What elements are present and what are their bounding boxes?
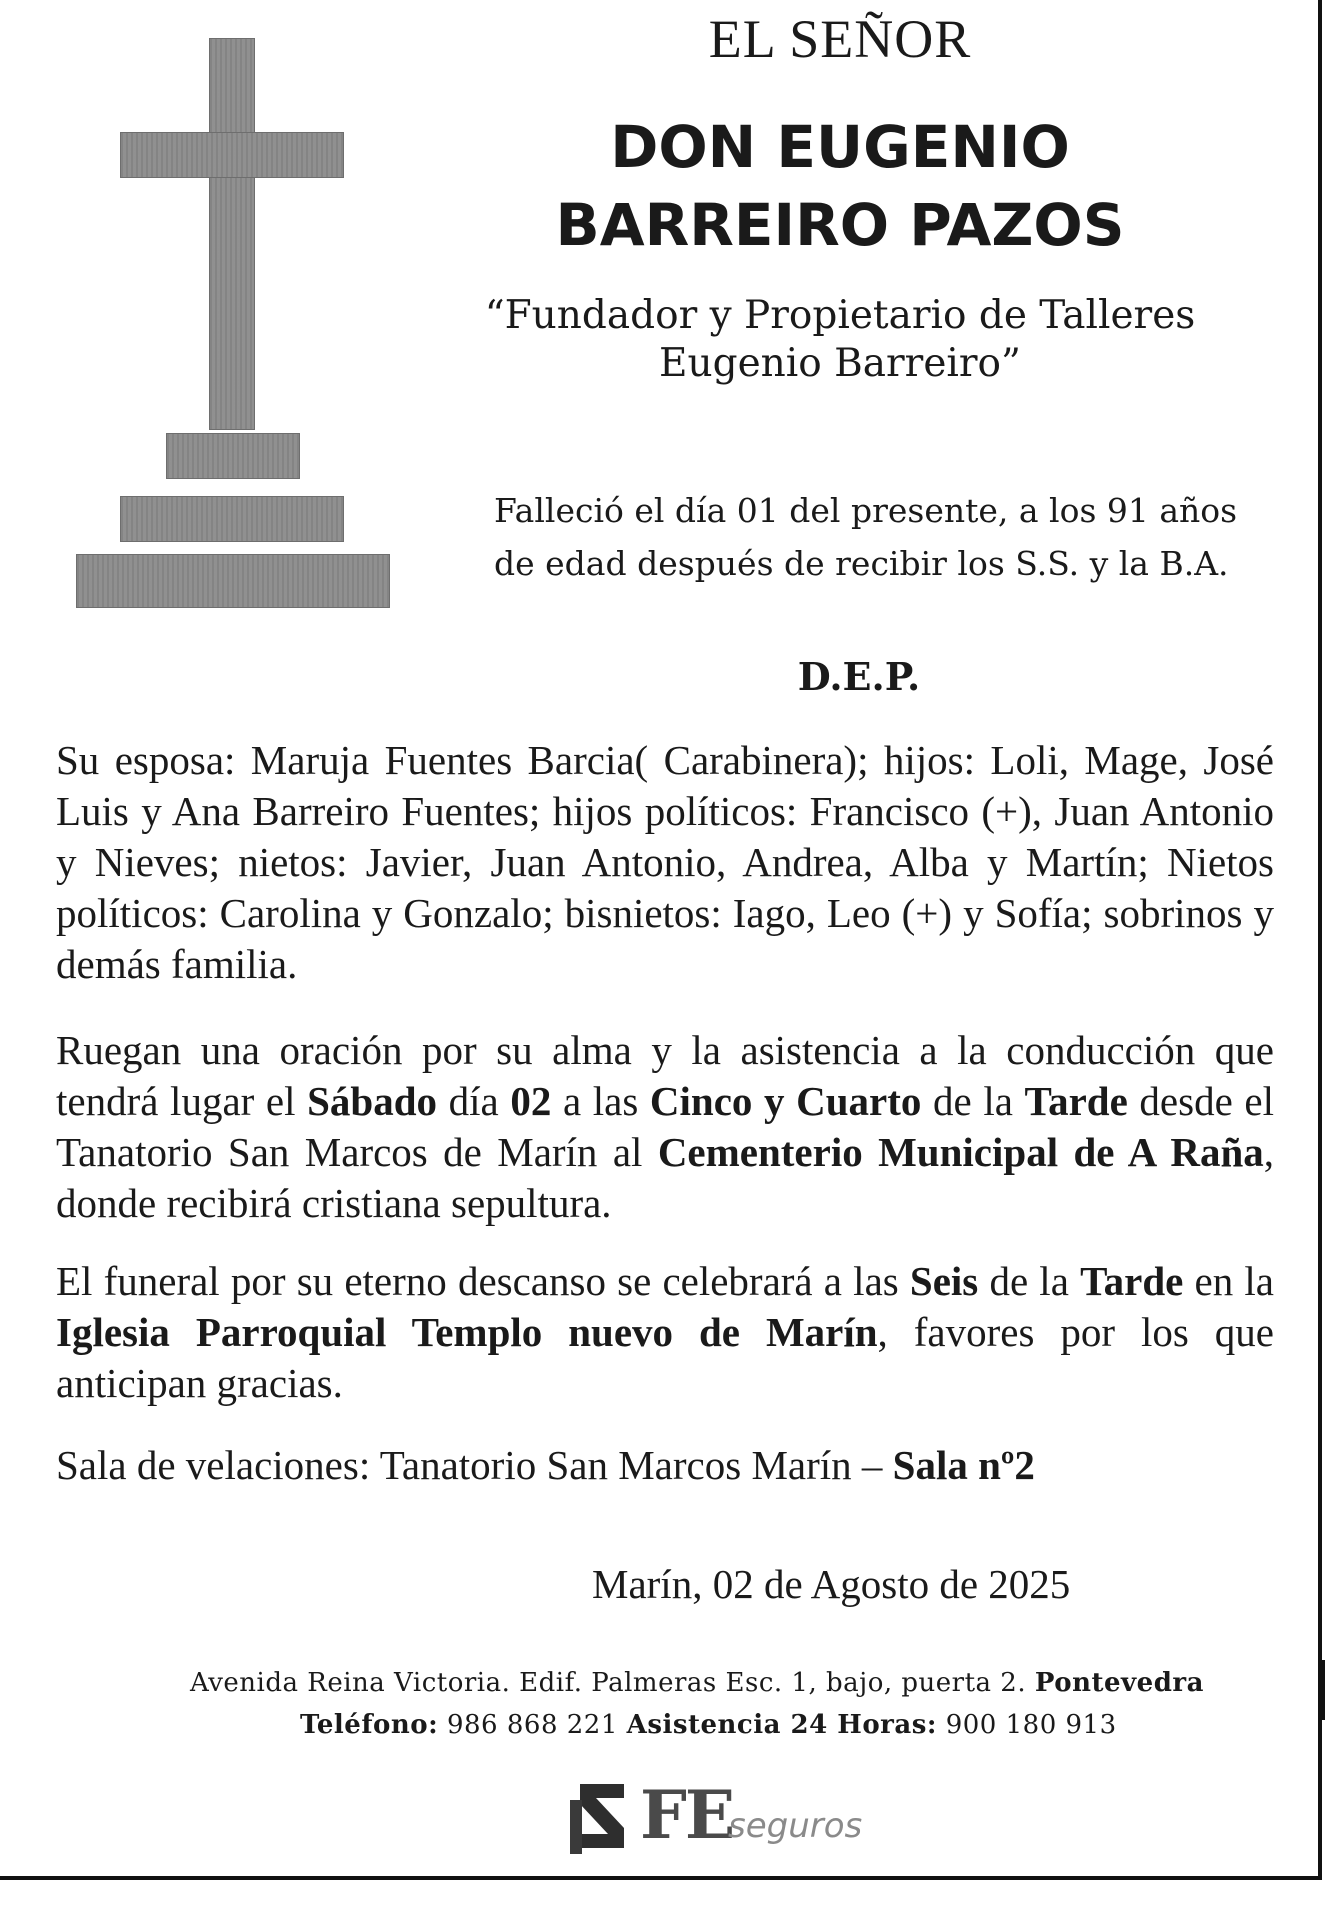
death-notice (494, 484, 1294, 590)
conduction-text-1: Ruegan una oración por su alma y la asistencia a la conducción que tendrá lugar el (56, 1027, 1274, 1124)
phone-label: Teléfono: (300, 1710, 439, 1740)
funeral-home-phones (300, 1710, 1200, 1740)
deceased-name-line2: BARREIRO PAZOS (555, 191, 1125, 259)
wake-paragraph (56, 1440, 1274, 1491)
funeral-time: Seis (909, 1258, 979, 1304)
deceased-title-line2: Eugenio Barreiro” (659, 341, 1021, 386)
conduction-period: Tarde (1024, 1078, 1128, 1124)
cross-horizontal-beam (120, 132, 344, 178)
address-city: Pontevedra (1034, 1668, 1204, 1698)
phone-number: 986 868 221 (438, 1710, 627, 1740)
funeral-text-4: , favores por los que anticipan gracias. (56, 1309, 1274, 1406)
conduction-text-4: de la (921, 1078, 1025, 1124)
funeral-church: Iglesia Parroquial Templo nuevo de Marín (56, 1309, 878, 1355)
deceased-title (380, 292, 1300, 388)
conduction-text-5: desde el Tanatorio San Marcos de Marín al (56, 1078, 1274, 1175)
funeral-period: Tarde (1080, 1258, 1184, 1304)
page-border-mark (1318, 1660, 1325, 1720)
funeral-text-1: El funeral por su eterno descanso se celebrará a las (56, 1258, 910, 1304)
logo-sub: seguros (728, 1806, 863, 1846)
death-notice-line1: Falleció el día 01 del presente, a los 91 años (494, 491, 1238, 530)
wake-room: Sala nº2 (892, 1442, 1035, 1488)
fe-logo-mark-icon (566, 1778, 626, 1854)
conduction-date: 02 (510, 1078, 552, 1124)
dep-heading: D.E.P. (797, 654, 921, 699)
cross-base-step-top (166, 433, 300, 479)
cross-vertical-beam (209, 38, 255, 430)
place-date: Marín, 02 de Agosto de 2025 (592, 1561, 1071, 1607)
deceased-title-line1: “Fundador y Propietario de Talleres (484, 293, 1196, 338)
assistance-label: Asistencia 24 Horas: (626, 1710, 937, 1740)
salutation: EL SEÑOR (708, 9, 972, 69)
funeral-paragraph (56, 1256, 1274, 1409)
assistance-number: 900 180 913 (936, 1710, 1117, 1740)
conduction-text-2: día (437, 1078, 511, 1124)
page-border-bottom (0, 1876, 1322, 1880)
address-text: Avenida Reina Victoria. Edif. Palmeras Esc. 1, bajo, puerta 2. (190, 1668, 1035, 1698)
conduction-time: Cinco y Cuarto (649, 1078, 922, 1124)
cross-base-step-middle (120, 496, 344, 542)
funeral-text-2: de la (978, 1258, 1081, 1304)
fe-seguros-logo (566, 1770, 906, 1860)
cross-icon (60, 30, 400, 610)
conduction-day: Sábado (307, 1078, 438, 1124)
wake-text: Sala de velaciones: Tanatorio San Marcos Marín – (56, 1442, 893, 1488)
logo-brand: FE (640, 1776, 734, 1854)
funeral-text-3: en la (1183, 1258, 1274, 1304)
funeral-home-address (190, 1668, 1250, 1698)
conduction-text-3: a las (551, 1078, 650, 1124)
cross-base-step-bottom (76, 554, 390, 608)
conduction-text-6: , donde recibirá cristiana sepultura. (56, 1129, 1274, 1226)
conduction-cemetery: Cementerio Municipal de A Raña (657, 1129, 1264, 1175)
family-paragraph: Su esposa: Maruja Fuentes Barcia( Carabinera); hijos: Loli, Mage, José Luis y Ana Barreiro Fuentes; hijos políticos: Francisco (+), Juan Antonio y Nieves; nietos: Javier, Juan Antonio, Andrea, Alba y Martín; Nietos políticos: Carolina y Gonzalo; bisnietos: Iago, Leo (+) y Sofía; sobrinos y demás familia. (56, 737, 1274, 987)
page-border-right (1318, 0, 1322, 1880)
conduction-paragraph (56, 1025, 1274, 1229)
death-notice-line2: de edad después de recibir los S.S. y la B.A. (494, 544, 1229, 583)
deceased-name-line1: DON EUGENIO (610, 113, 1070, 181)
